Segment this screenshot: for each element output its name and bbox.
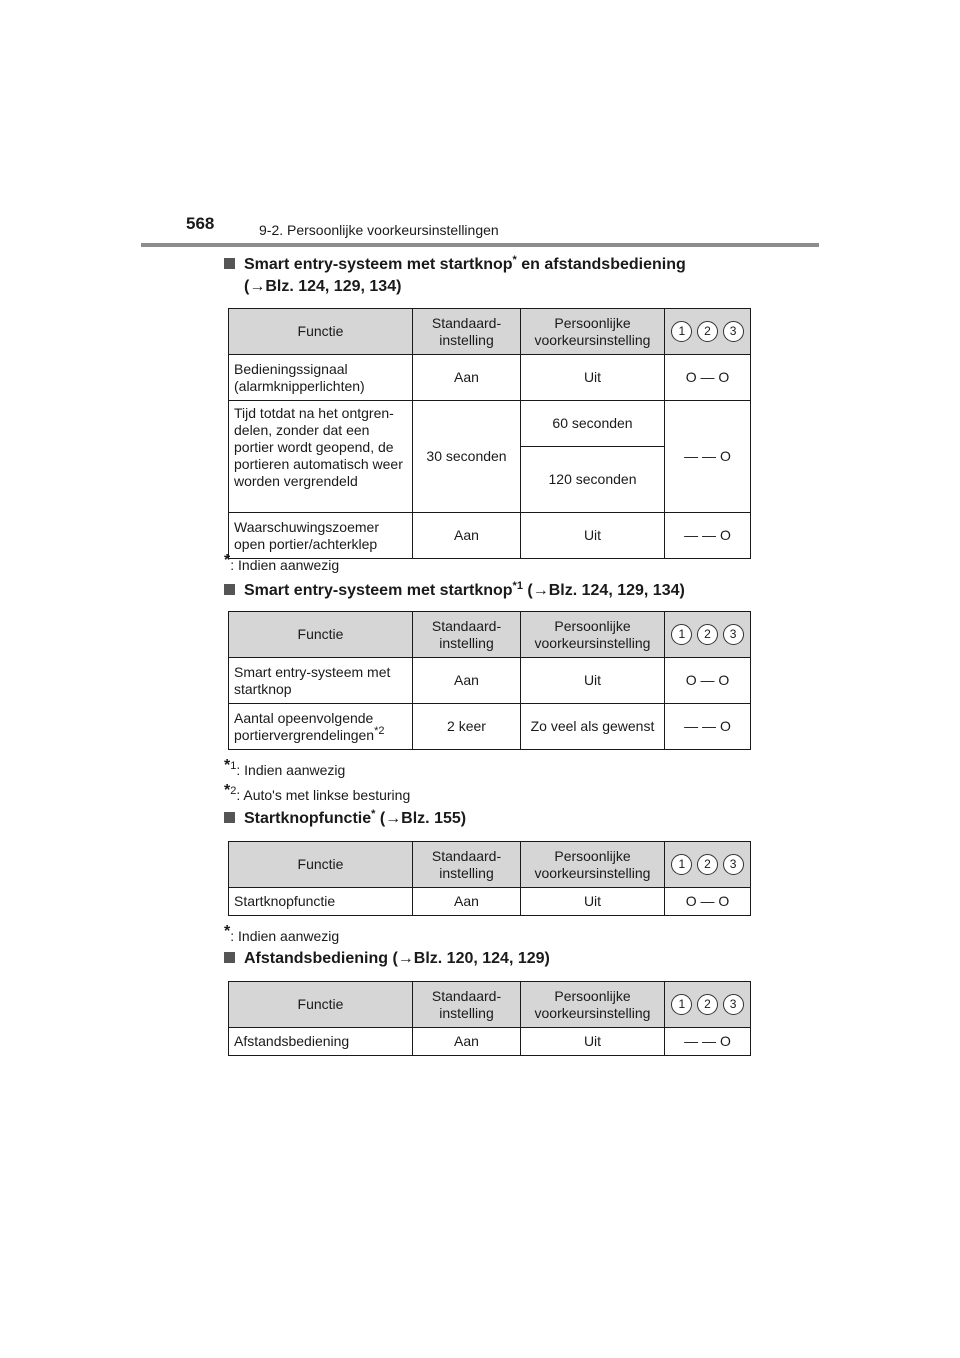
square-bullet-icon <box>224 812 235 823</box>
col-standaard: Standaard-instelling <box>413 842 521 888</box>
col-persoonlijke: Persoonlijke voorkeursinstelling <box>521 842 665 888</box>
table-row: Tijd totdat na het ontgren-delen, zonder dat een portier wordt geopend, de portieren automatisch weer worden vergrendeld 30 seconden 60 seconden — — O <box>229 401 751 447</box>
circle-3-icon: 3 <box>723 994 744 1015</box>
settings-table-3 <box>228 841 751 916</box>
section-heading-1: Smart entry-systeem met startknop* en afstandsbediening (→Blz. 124, 129, 134) <box>224 254 686 298</box>
col-functie: Functie <box>229 842 413 888</box>
col-functie: Functie <box>229 309 413 355</box>
page-number: 568 <box>186 214 215 233</box>
circle-1-icon: 1 <box>671 624 692 645</box>
settings-table-1 <box>228 308 751 559</box>
col-circles <box>665 842 751 888</box>
table-row: Waarschuwingszoemer open portier/achterklep Aan Uit — — O <box>229 513 751 559</box>
table-row: Aantal opeenvolgende portiervergrendelingen$^{*2}$ 2 keer Zo veel als gewenst — — O <box>229 704 751 750</box>
settings-table-2 <box>228 611 751 750</box>
table-row: Startknopfunctie Aan Uit O — O <box>229 888 751 916</box>
circle-2-icon: 2 <box>697 321 718 342</box>
circle-1-icon: 1 <box>671 994 692 1015</box>
col-functie: Functie <box>229 612 413 658</box>
col-standaard: Standaard-instelling <box>413 982 521 1028</box>
table-row: 120 seconden <box>229 447 751 513</box>
footnote: *: Indien aanwezig <box>224 552 340 573</box>
header-rule <box>141 243 819 247</box>
settings-table-4 <box>228 981 751 1056</box>
section-heading-3: Startknopfunctie* (→Blz. 155) <box>224 808 466 830</box>
circle-2-icon: 2 <box>697 854 718 875</box>
table-row: Smart entry-systeem met startknop Aan Uit O — O <box>229 658 751 704</box>
circle-3-icon: 3 <box>723 624 744 645</box>
section-heading-4: Afstandsbediening (→Blz. 120, 124, 129) <box>224 948 550 970</box>
table-row: Bedieningssignaal (alarmknipperlichten) Aan Uit O — O <box>229 355 751 401</box>
circle-2-icon: 2 <box>697 624 718 645</box>
circle-1-icon: 1 <box>671 321 692 342</box>
square-bullet-icon <box>224 258 235 269</box>
col-persoonlijke: Persoonlijke voorkeursinstelling <box>521 612 665 658</box>
square-bullet-icon <box>224 952 235 963</box>
circle-2-icon: 2 <box>697 994 718 1015</box>
chapter-title: 9-2. Persoonlijke voorkeursinstellingen <box>259 222 499 238</box>
col-standaard: Standaard-instelling <box>413 309 521 355</box>
section-heading-2: Smart entry-systeem met startknop$^{*1}$ (→Blz. 124, 129, 134) <box>224 580 685 602</box>
col-circles <box>665 982 751 1028</box>
footnote: *$^1$: Indien aanwezig <box>224 757 346 778</box>
col-functie: Functie <box>229 982 413 1028</box>
circle-1-icon: 1 <box>671 854 692 875</box>
square-bullet-icon <box>224 584 235 595</box>
footnote: *: Indien aanwezig <box>224 923 340 944</box>
col-persoonlijke: Persoonlijke voorkeursinstelling <box>521 309 665 355</box>
col-standaard: Standaard-instelling <box>413 612 521 658</box>
col-persoonlijke: Persoonlijke voorkeursinstelling <box>521 982 665 1028</box>
section-heading-1-ref: (→Blz. 124, 129, 134) <box>244 278 402 295</box>
table-row: Afstandsbediening Aan Uit — — O <box>229 1028 751 1056</box>
circle-3-icon: 3 <box>723 854 744 875</box>
col-circles <box>665 612 751 658</box>
circle-3-icon: 3 <box>723 321 744 342</box>
footnote: *$^2$: Auto's met linkse besturing <box>224 782 411 803</box>
col-circles <box>665 309 751 355</box>
